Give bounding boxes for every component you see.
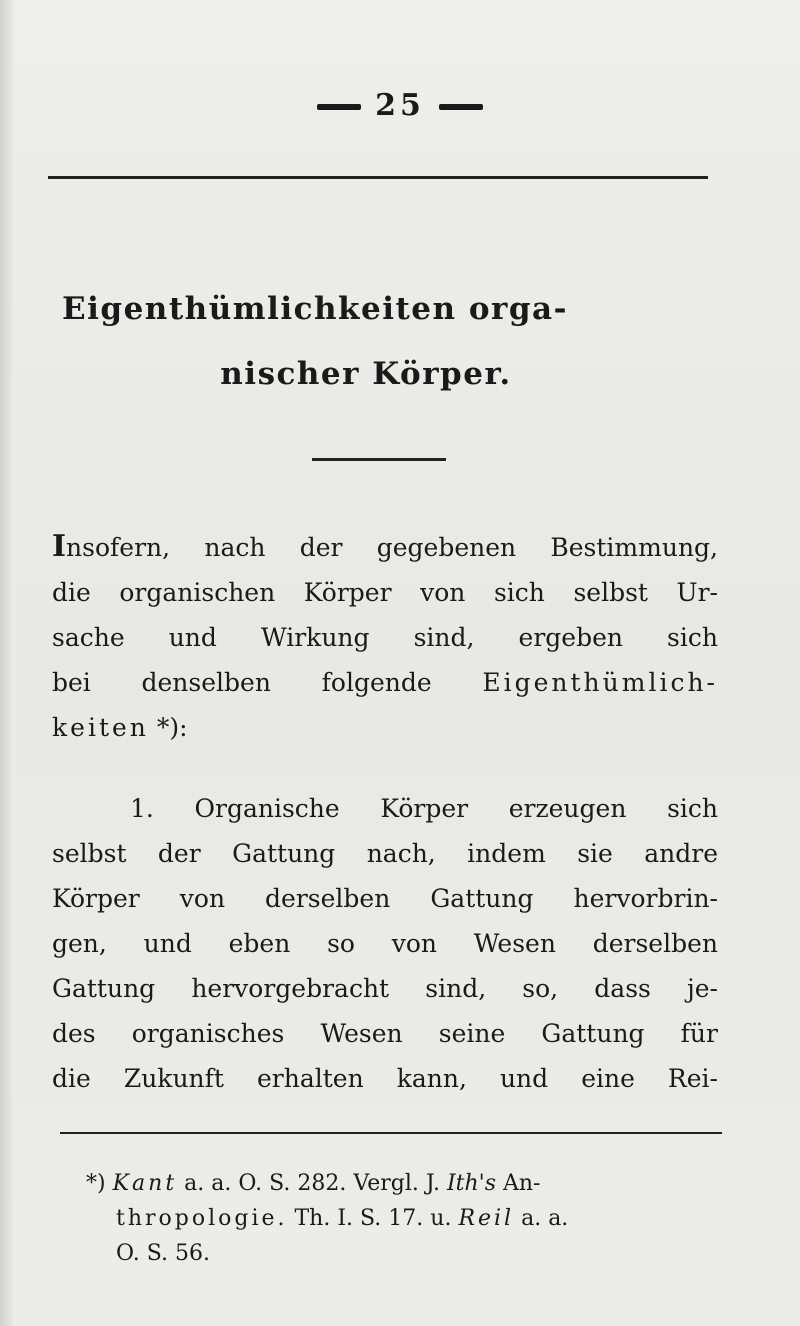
paragraph-1-line-1 bbox=[52, 524, 718, 570]
footnote-author-reil: Reil bbox=[458, 1206, 515, 1231]
paragraph-1-line-4 bbox=[52, 660, 718, 705]
footnote-rule bbox=[60, 1132, 722, 1134]
footnote bbox=[86, 1166, 722, 1271]
paragraph-1-line-3: sache und Wirkung sind, ergeben sich bbox=[52, 623, 718, 652]
paragraph-2 bbox=[52, 786, 718, 1101]
footnote-line-1 bbox=[86, 1166, 722, 1201]
paragraph-2-line-5: Gattung hervorgebracht sind, so, dass je- bbox=[52, 974, 718, 1003]
footnote-line-2 bbox=[86, 1201, 722, 1236]
initial-letter: I bbox=[52, 529, 67, 564]
section-title bbox=[50, 291, 710, 392]
footnote-line-2-end: a. a. bbox=[514, 1206, 569, 1231]
paragraph-1 bbox=[52, 524, 718, 750]
footnote-work-title: thropologie. bbox=[116, 1206, 288, 1231]
paragraph-2-line-4: gen, und eben so von Wesen derselben bbox=[52, 929, 718, 958]
footnote-line-3: O. S. 56. bbox=[116, 1241, 210, 1266]
paragraph-2-line-2: selbst der Gattung nach, indem sie andre bbox=[52, 839, 718, 868]
paragraph-2-line-6: des organisches Wesen seine Gattung für bbox=[52, 1019, 718, 1048]
page-number: 25 bbox=[375, 88, 425, 123]
footnote-reference: *): bbox=[148, 713, 188, 742]
page-edge-shadow bbox=[0, 0, 14, 1326]
title-underline bbox=[312, 458, 446, 461]
paragraph-1-line-4-text: bei denselben folgende bbox=[52, 668, 483, 697]
footnote-line-1-end: An- bbox=[496, 1171, 541, 1196]
footnote-author-ith: Ith's bbox=[446, 1171, 496, 1196]
footnote-marker: *) bbox=[86, 1171, 106, 1196]
header-dash-left bbox=[317, 104, 361, 110]
paragraph-2-line-3: Körper von derselben Gattung hervorbrin- bbox=[52, 884, 718, 913]
title-line-2: nischer Körper. bbox=[220, 356, 512, 392]
header-rule bbox=[48, 176, 708, 179]
page-header bbox=[0, 88, 800, 123]
title-line-1: Eigenthümlichkeiten orga- bbox=[62, 291, 568, 327]
footnote-line-1-text: a. a. O. S. 282. Vergl. J. bbox=[177, 1171, 447, 1196]
footnote-line-2-text: Th. I. S. 17. u. bbox=[287, 1206, 459, 1231]
emphasized-term: Eigenthümlich- bbox=[482, 668, 718, 697]
paragraph-1-line-1-text: nsofern, nach der gegebenen Bestimmung, bbox=[66, 533, 718, 562]
header-dash-right bbox=[439, 104, 483, 110]
paragraph-1-line-5 bbox=[52, 705, 718, 750]
paragraph-1-line-2: die organischen Körper von sich selbst Ur- bbox=[52, 578, 718, 607]
paragraph-2-line-1: 1. Organische Körper erzeugen sich bbox=[130, 794, 718, 823]
footnote-author-kant: Kant bbox=[112, 1171, 178, 1196]
emphasized-term-continued: keiten bbox=[52, 713, 149, 742]
paragraph-2-line-7: die Zukunft erhalten kann, und eine Rei- bbox=[52, 1064, 718, 1093]
